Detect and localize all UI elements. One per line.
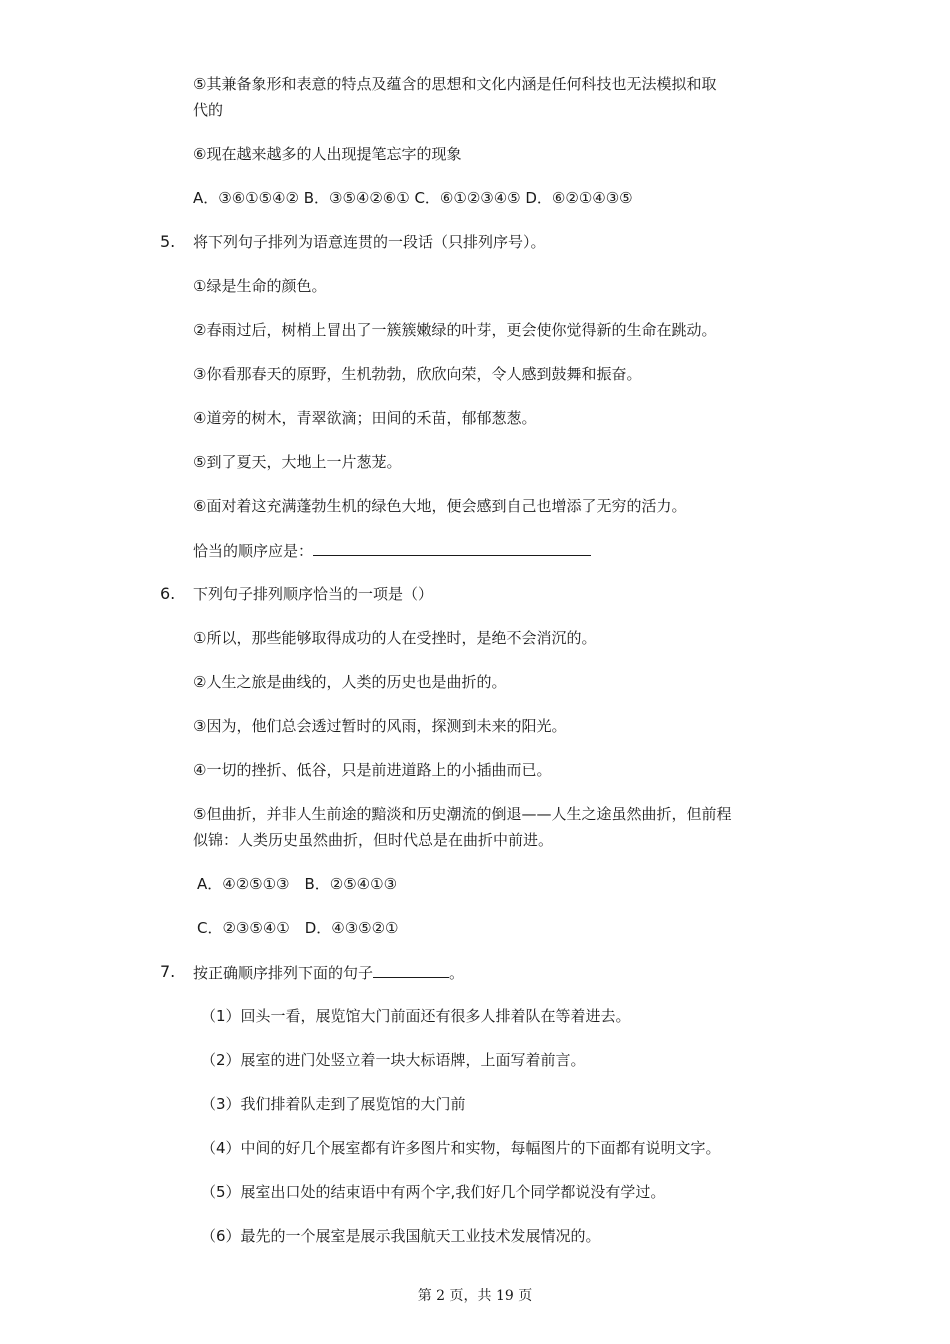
q7-stem: 按正确顺序排列下面的句子 bbox=[193, 964, 374, 982]
q5-answer-line bbox=[193, 539, 591, 562]
q5-item: ⑥面对着这充满蓬勃生机的绿色大地，便会感到自己也增添了无穷的活力。 bbox=[193, 497, 687, 515]
q7-number: 7. bbox=[160, 962, 176, 981]
q6-item: ②人生之旅是曲线的，人类的历史也是曲折的。 bbox=[193, 673, 507, 691]
q7-item: （4）中间的好几个展室都有许多图片和实物，每幅图片的下面都有说明文字。 bbox=[201, 1139, 721, 1157]
q7-stem-end: 。 bbox=[449, 964, 465, 982]
q6-item: ①所以，那些能够取得成功的人在受挫时，是绝不会消沉的。 bbox=[193, 629, 597, 647]
q6-item: ③因为，他们总会透过暂时的风雨，探测到未来的阳光。 bbox=[193, 717, 567, 735]
q7-item: （1）回头一看，展览馆大门前面还有很多人排着队在等着进去。 bbox=[201, 1007, 631, 1025]
q6-item-5-line-1: ⑤但曲折，并非人生前途的黯淡和历史潮流的倒退——人生之途虽然曲折，但前程 bbox=[193, 805, 732, 823]
q5-item: ③你看那春天的原野，生机勃勃，欣欣向荣，令人感到鼓舞和振奋。 bbox=[193, 365, 642, 383]
q5-item: ④道旁的树木，青翠欲滴；田间的禾苗，郁郁葱葱。 bbox=[193, 409, 537, 427]
q5-answer-prompt: 恰当的顺序应是： bbox=[193, 542, 314, 560]
q5-number: 5. bbox=[160, 232, 176, 251]
q6-item-5-line-2: 似锦：人类历史虽然曲折，但时代总是在曲折中前进。 bbox=[193, 831, 554, 849]
q4-options: A．③⑥①⑤④② B．③⑤④②⑥① C．⑥①②③④⑤ D．⑥②①④③⑤ bbox=[193, 189, 633, 207]
q6-options-row-2: C．②③⑤④① D．④③⑤②① bbox=[197, 919, 399, 937]
q4-item-5-line-2: 代的 bbox=[193, 101, 224, 119]
q6-options-row-1: A．④②⑤①③ B．②⑤④①③ bbox=[197, 875, 398, 893]
q7-answer-blank[interactable] bbox=[373, 961, 449, 978]
q5-stem: 将下列句子排列为语意连贯的一段话（只排列序号）。 bbox=[193, 233, 546, 251]
q6-item: ④一切的挫折、低谷，只是前进道路上的小插曲而已。 bbox=[193, 761, 552, 779]
q6-stem: 下列句子排列顺序恰当的一项是（） bbox=[193, 585, 434, 603]
q5-item: ②春雨过后，树梢上冒出了一簇簇嫩绿的叶芽，更会使你觉得新的生命在跳动。 bbox=[193, 321, 717, 339]
q5-item: ⑤到了夏天，大地上一片葱茏。 bbox=[193, 453, 402, 471]
q5-answer-blank[interactable] bbox=[313, 539, 591, 556]
q4-item-6: ⑥现在越来越多的人出现提笔忘字的现象 bbox=[193, 145, 462, 163]
q7-item: （5）展室出口处的结束语中有两个字,我们好几个同学都说没有学过。 bbox=[201, 1183, 666, 1201]
page-footer: 第 2 页，共 19 页 bbox=[417, 1288, 533, 1304]
q6-number: 6. bbox=[160, 584, 176, 603]
q7-stem-line bbox=[193, 961, 464, 984]
q7-item: （2）展室的进门处竖立着一块大标语牌，上面写着前言。 bbox=[201, 1051, 586, 1069]
q7-item: （3）我们排着队走到了展览馆的大门前 bbox=[201, 1095, 466, 1113]
q5-item: ①绿是生命的颜色。 bbox=[193, 277, 327, 295]
q7-item: （6）最先的一个展室是展示我国航天工业技术发展情况的。 bbox=[201, 1227, 601, 1245]
q4-item-5-line-1: ⑤其兼备象形和表意的特点及蕴含的思想和文化内涵是任何科技也无法模拟和取 bbox=[193, 75, 717, 93]
